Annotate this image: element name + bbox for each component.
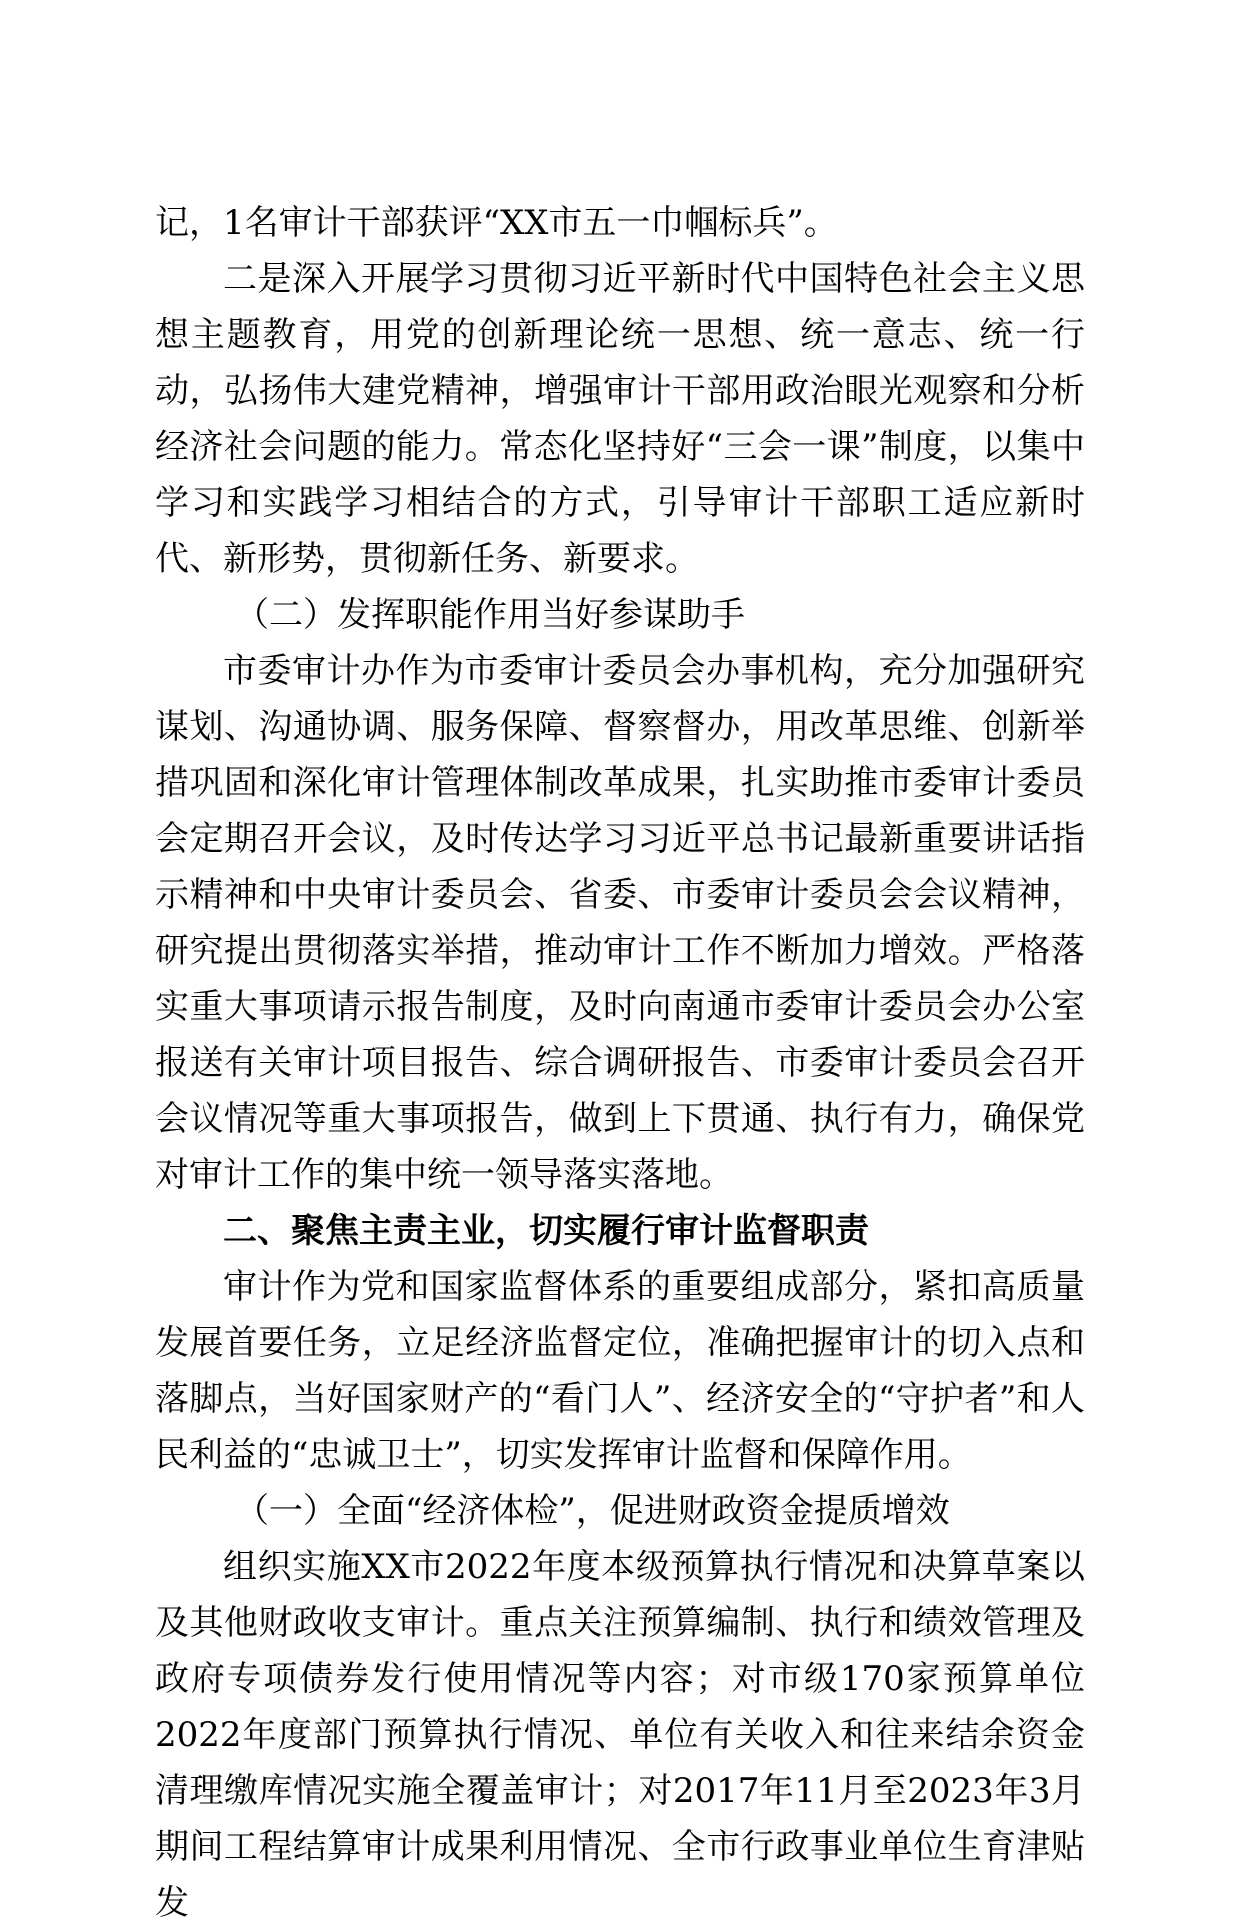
section-heading-audit-supervision: 二、聚焦主责主业，切实履行审计监督职责 [223,1211,869,1251]
paragraph-theme-education: 二是深入开展学习贯彻习近平新时代中国特色社会主义思想主题教育，用党的创新理论统一思想、统一意志、统一行动，弘扬伟大建党精神，增强审计干部用政治眼光观察和分析经济社会问题的能力。常态化坚持好“三会一课”制度，以集中学习和实践学习相结合的方式，引导审计干部职工适应新时代、新形势，贯彻新任务、新要求。 [155,259,1085,579]
paragraph-audit-office: 市委审计办作为市委审计委员会办事机构，充分加强研究谋划、沟通协调、服务保障、督察督办，用改革思维、创新举措巩固和深化审计管理体制改革成果，扎实助推市委审计委员会定期召开会议，及时传达学习习近平总书记最新重要讲话指示精神和中央审计委员会、省委、市委审计委员会会议精神，研究提出贯彻落实举措，推动审计工作不断加力增效。严格落实重大事项请示报告制度，及时向南通市委审计委员会办公室报送有关审计项目报告、综合调研报告、市委审计委员会召开会议情况等重大事项报告，做到上下贯通、执行有力，确保党对审计工作的集中统一领导落实落地。 [155,651,1085,1195]
paragraph-budget-audit: 组织实施XX市2022年度本级预算执行情况和决算草案以及其他财政收支审计。重点关注预算编制、执行和绩效管理及政府专项债券发行使用情况等内容；对市级170家预算单位2022年度部门预算执行情况、单位有关收入和往来结余资金清理缴库情况实施全覆盖审计；对2017年11月至2023年3月期间工程结算审计成果利用情况、全市行政事业单位生育津贴发 [155,1547,1085,1923]
paragraph-audit-role: 审计作为党和国家监督体系的重要组成部分，紧扣高质量发展首要任务，立足经济监督定位，准确把握审计的切入点和落脚点，当好国家财产的“看门人”、经济安全的“守护者”和人民利益的“忠诚卫士”，切实发挥审计监督和保障作用。 [155,1267,1085,1475]
subheading-advisory-role: （二）发挥职能作用当好参谋助手 [235,595,745,635]
subheading-economic-checkup: （一）全面“经济体检”，促进财政资金提质增效 [235,1491,950,1531]
paragraph-continuation: 记，1名审计干部获评“XX市五一巾帼标兵”。 [155,203,838,243]
document-body [155,195,1085,1931]
